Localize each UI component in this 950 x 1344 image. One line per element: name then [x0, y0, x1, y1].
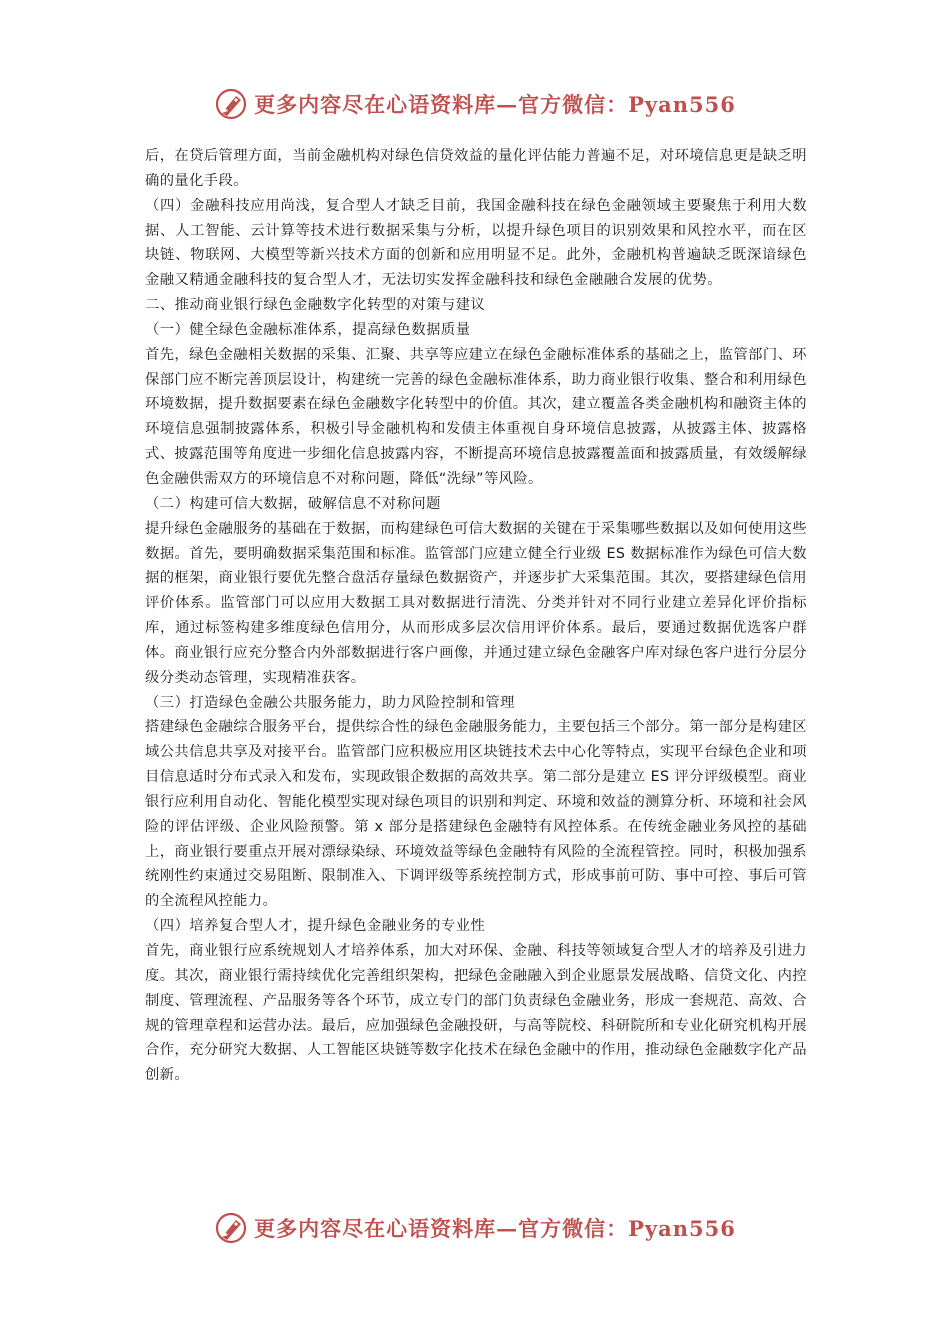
section-heading: 二、推动商业银行绿色金融数字化转型的对策与建议 — [145, 297, 486, 314]
paragraph: 首先，商业银行应系统规划人才培养体系，加大对环保、金融、科技等领域复合型人才的培养及引进力度。其次，商业银行需持续优化完善组织架构，把绿色金融融入到企业愿景发展战略、信贷文化、内控制度、管理流程、产品服务等各个环节，成立专门的部门负责绿色金融业务，形成一套规范、高效、合规的管理章程和运营办法。最后，应加强绿色金融投研，与高等院校、科研院所和专业化研究机构开展合作，充分研究大数据、人工智能区块链等数字化技术在绿色金融中的作用，推动绿色金融数字化产品创新。 — [145, 943, 807, 1084]
subsection-heading: （四）培养复合型人才，提升绿色金融业务的专业性 — [145, 918, 486, 935]
watermark-banner-bottom — [0, 1208, 950, 1248]
paragraph: 提升绿色金融服务的基础在于数据，而构建绿色可信大数据的关键在于采集哪些数据以及如何使用这些数据。首先，要明确数据采集范围和标准。监管部门应建立健全行业级 ES 数据标准作为绿色可信大数据的框架，商业银行要优先整合盘活存量绿色数据资产，并逐步扩大采集范围。其次，要搭建绿色信用评价体系。监管部门可以应用大数据工具对数据进行清洗、分类并针对不同行业建立差异化评价指标库，通过标签构建多维度绿色信用分，从而形成多层次信用评价体系。最后，要通过数据优选客户群体。商业银行应充分整合内外部数据进行客户画像，并通过建立绿色金融客户库对绿色客户进行分层分级分类动态管理，实现精准获客。 — [145, 520, 807, 686]
watermark-banner-top — [0, 84, 950, 124]
watermark-text: 更多内容尽在心语资料库—官方微信：Pyan556 — [254, 1216, 736, 1241]
subsection-heading: （三）打造绿色金融公共服务能力，助力风险控制和管理 — [145, 694, 515, 711]
pen-nib-logo-icon — [214, 87, 248, 121]
document-body — [145, 144, 807, 1088]
subsection-heading: （二）构建可信大数据，破解信息不对称问题 — [145, 495, 441, 512]
pen-nib-logo-icon — [214, 1211, 248, 1245]
section-heading: （四）金融科技应用尚浅，复合型人才缺乏目前，我国金融科技在绿色金融领域主要聚焦于利用大数据、人工智能、云计算等技术进行数据采集与分析，以提升绿色项目的识别效果和风控水平，而在区块链、物联网、大模型等新兴技术方面的创新和应用明显不足。此外，金融机构普遍缺乏既深谙绿色金融又精通金融科技的复合型人才，无法切实发挥金融科技和绿色金融融合发展的优势。 — [145, 197, 807, 289]
paragraph: 后，在贷后管理方面，当前金融机构对绿色信贷效益的量化评估能力普遍不足，对环境信息更是缺乏明确的量化手段。 — [145, 148, 807, 189]
paragraph: 搭建绿色金融综合服务平台，提供综合性的绿色金融服务能力，主要包括三个部分。第一部分是构建区域公共信息共享及对接平台。监管部门应积极应用区块链技术去中心化等特点，实现平台绿色企业和项目信息适时分布式录入和发布，实现政银企数据的高效共享。第二部分是建立 ES 评分评级模型。商业银行应利用自动化、智能化模型实现对绿色项目的识别和判定、环境和效益的测算分析、环境和社会风险的评估评级、企业风险预警。第 x 部分是搭建绿色金融特有风控体系。在传统金融业务风控的基础上，商业银行要重点开展对漂绿染绿、环境效益等绿色金融特有风险的全流程管控。同时，积极加强系统刚性约束通过交易阻断、限制准入、下调评级等系统控制方式，形成事前可防、事中可控、事后可管的全流程风控能力。 — [145, 719, 807, 910]
watermark-text: 更多内容尽在心语资料库—官方微信：Pyan556 — [254, 92, 736, 117]
subsection-heading: （一）健全绿色金融标准体系，提高绿色数据质量 — [145, 321, 471, 338]
paragraph: 首先，绿色金融相关数据的采集、汇聚、共享等应建立在绿色金融标准体系的基础之上，监管部门、环保部门应不断完善顶层设计，构建统一完善的绿色金融标准体系，助力商业银行收集、整合和利用绿色环境数据，提升数据要素在绿色金融数字化转型中的价值。其次，建立覆盖各类金融机构和融资主体的环境信息强制披露体系，积极引导金融机构和发债主体重视自身环境信息披露，从披露主体、披露格式、披露范围等角度进一步细化信息披露内容，不断提高环境信息披露覆盖面和披露质量，有效缓解绿色金融供需双方的环境信息不对称问题，降低“洗绿”等风险。 — [145, 346, 807, 487]
